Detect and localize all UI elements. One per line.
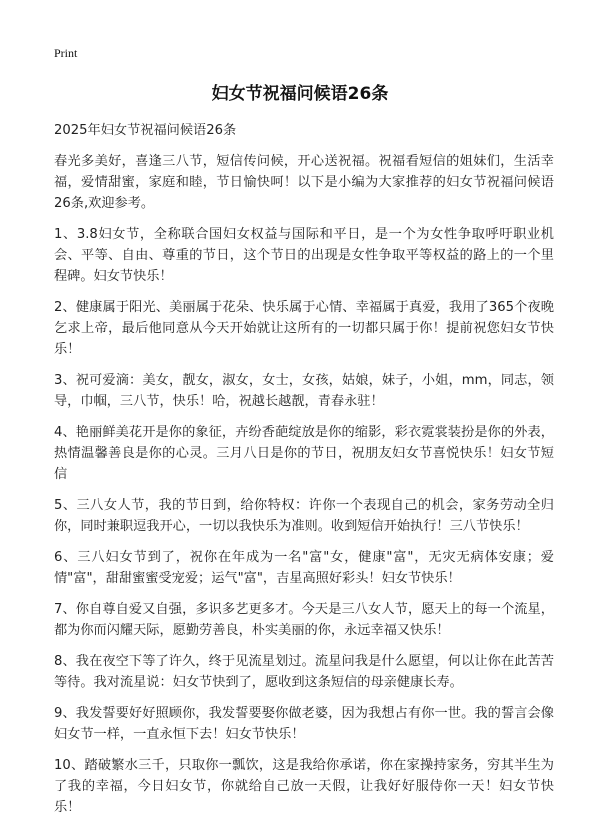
page-title: 妇女节祝福问候语26条 (211, 84, 389, 104)
intro-paragraph: 春光多美好，喜逢三八节，短信传问候，开心送祝福。祝福看短信的姐妹们，生活幸福，爱情甜蜜，家庭和睦，节日愉快呵！以下是小编为大家推荐的妇女节祝福问候语26条,欢迎参考。 (54, 154, 554, 211)
greeting-item-7: 7、你自尊自爱又自强，多识多艺更多才。今天是三八女人节，愿天上的每一个流星，都为你而闪耀天际，愿勤劳善良，朴实美丽的你，永远幸福又快乐！ (54, 602, 554, 638)
greeting-item-9: 9、我发誓要好好照顾你，我发誓要娶你做老婆，因为我想占有你一世。我的誓言会像妇女节一样，一直永恒下去！妇女节快乐！ (54, 706, 554, 742)
greeting-item-4: 4、艳丽鲜美花开是你的象征，卉纷香葩绽放是你的缩影，彩衣霓裳装扮是你的外表，热情温馨善良是你的心灵。三月八日是你的节日，祝朋友妇女节喜悦快乐！妇女节短信 (54, 425, 554, 482)
greeting-item-10: 10、踏破繁水三千，只取你一瓢饮，这是我给你承诺，你在家操持家务，穷其半生为了我的幸福，今日妇女节，你就给自己放一天假，让我好好服侍你一天！妇女节快乐！ (54, 758, 554, 815)
greeting-item-3: 3、祝可爱滴：美女，靓女，淑女，女士，女孩，姑娘，妹子，小姐，mm，同志，领导，巾帼，三八节，快乐！哈，祝越长越靓，青春永驻！ (54, 373, 554, 409)
article-body (54, 120, 554, 828)
greeting-item-5: 5、三八女人节，我的节日到，给你特权：许你一个表现自己的机会，家务劳动全归你，同时兼职逗我开心，一切以我快乐为准则。收到短信开始执行！三八节快乐！ (54, 498, 554, 534)
greeting-item-6: 6、三八妇女节到了，祝你在年成为一名"富"女，健康"富"，无灾无病体安康；爱情"富"，甜甜蜜蜜受宠爱；运气"富"，吉星高照好彩头！妇女节快乐！ (54, 550, 554, 586)
greeting-item-8: 8、我在夜空下等了许久，终于见流星划过。流星问我是什么愿望，何以让你在此苦苦等待。我对流星说：妇女节快到了，愿收到这条短信的母亲健康长寿。 (54, 654, 554, 690)
article-subtitle: 2025年妇女节祝福问候语26条 (54, 123, 237, 138)
greeting-item-1: 1、3.8妇女节，全称联合国妇女权益与国际和平日，是一个为女性争取呼吁职业机会、平等、自由、尊重的节日，这个节日的出现是女性争取平等权益的路上的一个里程碑。妇女节快乐！ (54, 227, 554, 284)
greeting-item-2: 2、健康属于阳光、美丽属于花朵、快乐属于心情、幸福属于真爱，我用了365个夜晚乞求上帝，最后他同意从今天开始就让这所有的一切都只属于你！提前祝您妇女节快乐！ (54, 300, 554, 357)
print-link[interactable]: Print (54, 46, 78, 60)
